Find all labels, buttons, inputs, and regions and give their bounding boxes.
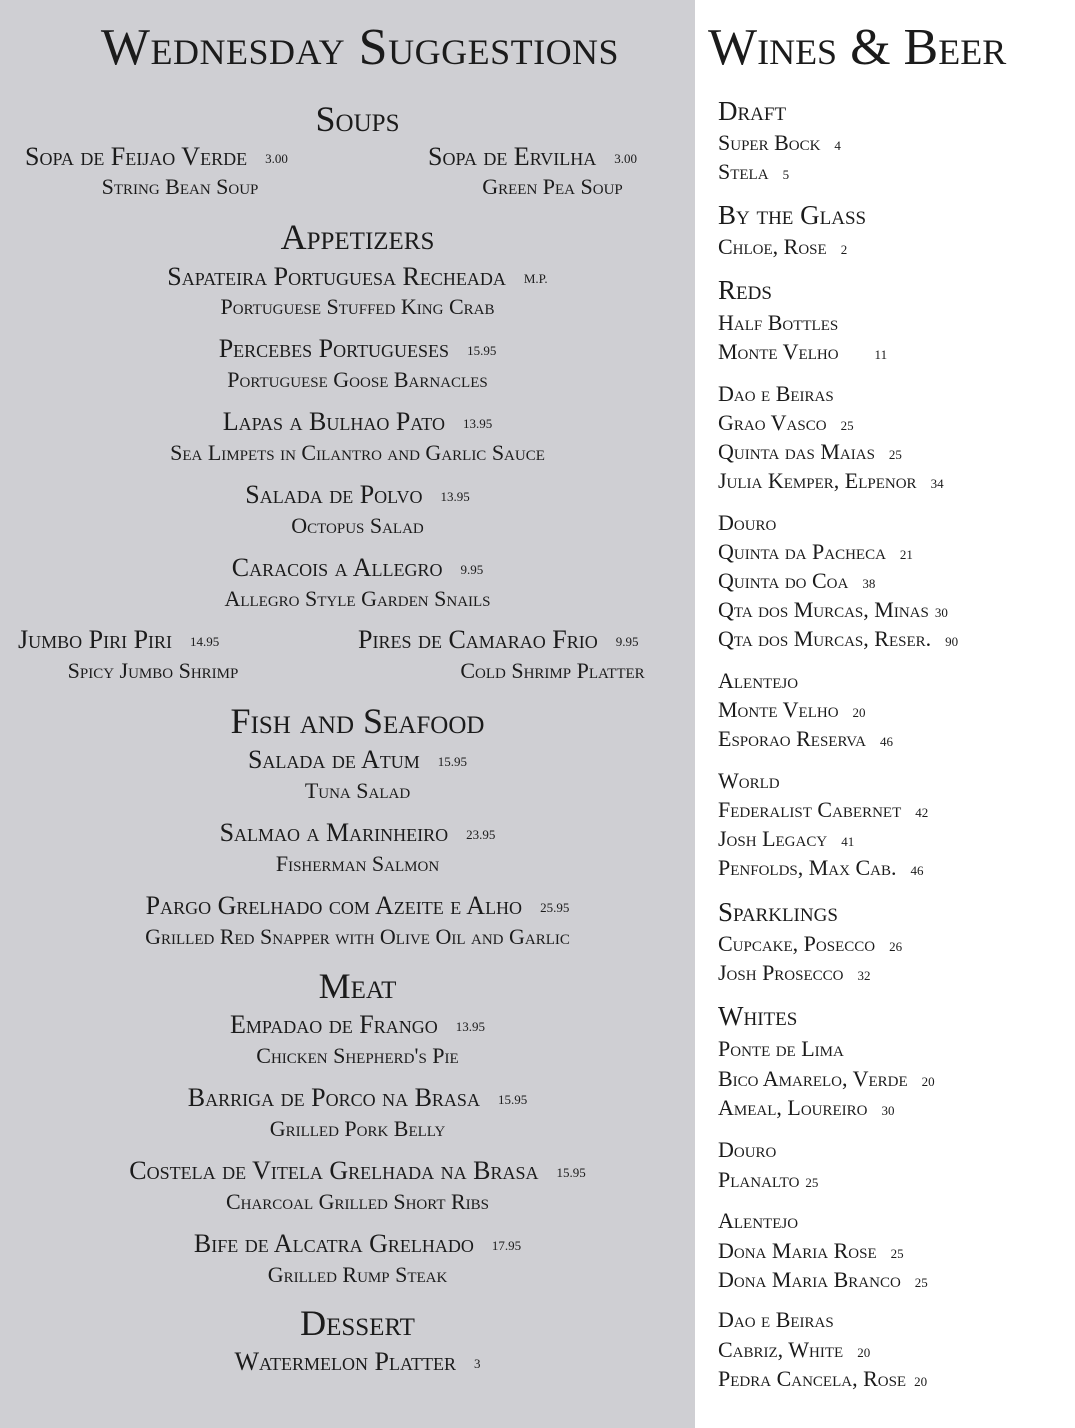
wine-name: Quinta da Pacheca — [718, 539, 886, 564]
dish-price: 23.95 — [466, 827, 496, 843]
wine-subcategory: Douro — [718, 510, 777, 535]
meat-heading: Meat — [318, 966, 397, 1006]
dish-price: 13.95 — [440, 489, 470, 505]
wine-name: Penfolds, Max Cab. — [718, 855, 897, 880]
dish-name: Lapas a Bulhao Pato — [222, 407, 445, 436]
wine-price: 11 — [874, 347, 888, 362]
wine-name: Monte Velho — [718, 339, 839, 364]
wine-item — [718, 826, 854, 852]
wine-price: 46 — [910, 863, 924, 878]
wine-price: 5 — [782, 167, 790, 182]
dish-price: 15.95 — [497, 1092, 528, 1108]
fish-heading: Fish and Seafood — [230, 701, 485, 741]
dish-name: Sopa de Ervilha — [428, 142, 597, 171]
wine-item — [718, 159, 789, 185]
wine-price: 46 — [880, 734, 894, 749]
wine-price: 20 — [857, 1345, 871, 1360]
wine-name: Dona Maria Branco — [718, 1267, 901, 1292]
wine-name: Pedra Cancela, Rose — [718, 1366, 907, 1391]
dish-translation: String Bean Soup — [101, 174, 259, 199]
dish-name: Percebes Portugueses — [218, 334, 450, 363]
wine-item — [718, 539, 913, 565]
wine-price: 25 — [890, 1246, 904, 1261]
wine-category: Sparklings — [718, 897, 838, 927]
wine-price: 30 — [881, 1103, 895, 1118]
menu-item — [25, 142, 288, 172]
menu-item — [0, 1229, 715, 1261]
dish-translation: Chicken Shepherd's Pie — [256, 1043, 459, 1068]
wine-item — [718, 931, 902, 957]
wine-price: 32 — [857, 968, 871, 983]
wine-price: 25 — [888, 447, 902, 462]
wine-item — [718, 439, 902, 465]
wine-name: Cabriz, White — [718, 1337, 844, 1362]
menu-item — [0, 334, 715, 366]
wine-subcategory: Ponte de Lima — [718, 1036, 844, 1061]
dish-translation: Portuguese Goose Barnacles — [227, 367, 488, 392]
dish-price: M.P. — [523, 271, 548, 287]
dish-price: 9.95 — [460, 562, 484, 578]
wine-name: Bico Amarelo, Verde — [718, 1066, 908, 1091]
dish-name: Salada de Atum — [247, 745, 420, 774]
dish-translation: Portuguese Stuffed King Crab — [220, 294, 495, 319]
wine-item — [718, 234, 847, 260]
menu-item — [358, 625, 639, 655]
wine-subcategory: Alentejo — [718, 668, 799, 693]
wine-name: Quinta das Maias — [718, 439, 875, 464]
dish-translation: Spicy Jumbo Shrimp — [67, 658, 239, 683]
dish-translation: Grilled Red Snapper with Olive Oil and Garlic — [145, 924, 570, 949]
wine-price: 34 — [930, 476, 944, 491]
wine-name: Qta dos Murcas, Minas — [718, 597, 929, 622]
dish-price: 3.00 — [265, 151, 288, 167]
dish-name: Costela de Vitela Grelhada na Brasa — [129, 1156, 539, 1185]
wine-name: Qta dos Murcas, Reser. — [718, 626, 932, 651]
wine-category: Draft — [718, 96, 787, 126]
wine-price: 38 — [862, 576, 876, 591]
dish-name: Salada de Polvo — [245, 480, 423, 509]
wine-item — [718, 339, 887, 365]
dish-translation: Charcoal Grilled Short Ribs — [225, 1189, 490, 1214]
wine-name: Josh Prosecco — [718, 960, 844, 985]
dish-name: Sapateira Portuguesa Recheada — [167, 262, 506, 291]
wine-category: Reds — [718, 275, 772, 305]
wine-name: Stela — [718, 159, 769, 184]
menu-item — [428, 142, 637, 172]
menu-item — [0, 553, 715, 585]
wine-item — [718, 855, 923, 881]
wine-price: 4 — [834, 138, 841, 153]
dish-translation: Grilled Pork Belly — [269, 1116, 446, 1141]
wine-name: Josh Legacy — [718, 826, 828, 851]
wine-name: Dona Maria Rose — [718, 1238, 877, 1263]
page-title: Wednesday Suggestions — [100, 19, 620, 76]
dish-price: 15.95 — [437, 754, 468, 770]
dish-translation: Cold Shrimp Platter — [460, 658, 645, 683]
wine-name: Super Bock — [718, 130, 821, 155]
wine-subcategory: Alentejo — [718, 1208, 799, 1233]
wine-name: Chloe, Rose — [718, 234, 827, 259]
wine-item — [718, 410, 854, 436]
wine-price: 25 — [914, 1275, 928, 1290]
wine-item — [718, 1066, 935, 1092]
wine-price: 20 — [921, 1074, 935, 1089]
dish-translation: Green Pea Soup — [482, 174, 623, 199]
dish-price: 25.95 — [540, 900, 570, 916]
dish-name: Caracois a Allegro — [231, 553, 443, 582]
wine-price: 21 — [899, 547, 913, 562]
wine-item — [718, 1167, 818, 1193]
wine-category: By the Glass — [718, 200, 867, 230]
dish-translation: Fisherman Salmon — [275, 851, 440, 876]
wine-item — [718, 1095, 895, 1121]
wine-price: 20 — [852, 705, 866, 720]
wine-item — [718, 697, 866, 723]
dish-price: 17.95 — [491, 1238, 522, 1254]
wine-item — [718, 1337, 870, 1363]
wine-name: Esporao Reserva — [718, 726, 867, 751]
appetizers-heading: Appetizers — [280, 217, 435, 257]
wine-subcategory: Douro — [718, 1137, 777, 1162]
wine-price: 42 — [915, 805, 929, 820]
menu-item — [0, 891, 715, 923]
dessert-heading: Dessert — [300, 1303, 415, 1343]
wines-title: Wines & Beer — [708, 19, 1007, 76]
wine-price: 25 — [805, 1175, 819, 1190]
wine-item — [718, 1267, 928, 1293]
wine-name: Quinta do Coa — [718, 568, 849, 593]
dish-name: Sopa de Feijao Verde — [25, 142, 248, 171]
wine-item — [718, 468, 944, 494]
wine-item — [718, 1238, 904, 1264]
wine-price: 25 — [840, 418, 854, 433]
wine-subcategory: Dao e Beiras — [718, 381, 834, 406]
wine-name: Julia Kemper, Elpenor — [718, 468, 917, 493]
wine-price: 26 — [889, 939, 903, 954]
wine-price: 41 — [841, 834, 855, 849]
menu-item — [0, 818, 715, 850]
dish-name: Watermelon Platter — [234, 1347, 456, 1376]
dish-translation: Grilled Rump Steak — [267, 1262, 448, 1287]
wine-item — [718, 626, 958, 652]
dish-name: Salmao a Marinheiro — [219, 818, 449, 847]
menu-item — [0, 1083, 715, 1115]
menu-item — [0, 262, 715, 294]
dish-translation: Tuna Salad — [304, 778, 411, 803]
wine-name: Federalist Cabernet — [718, 797, 902, 822]
dish-price: 3 — [473, 1356, 481, 1372]
dish-name: Pires de Camarao Frio — [358, 625, 598, 654]
wine-item — [718, 568, 875, 594]
dish-translation: Sea Limpets in Cilantro and Garlic Sauce — [170, 440, 545, 465]
wine-item — [718, 1366, 927, 1392]
menu-item — [0, 407, 715, 439]
dish-price: 15.95 — [556, 1165, 586, 1181]
menu-item — [18, 625, 219, 655]
wine-item — [718, 797, 928, 823]
dish-name: Bife de Alcatra Grelhado — [193, 1229, 474, 1258]
wine-name: Ameal, Loureiro — [718, 1095, 868, 1120]
dish-price: 15.95 — [467, 343, 497, 359]
menu-item — [0, 1010, 715, 1042]
wine-category: Whites — [718, 1001, 798, 1031]
dish-translation: Allegro Style Garden Snails — [224, 586, 491, 611]
dish-price: 14.95 — [190, 634, 220, 650]
dish-name: Empadao de Frango — [230, 1010, 438, 1039]
wine-item — [718, 130, 841, 156]
wine-subcategory: Half Bottles — [718, 310, 839, 335]
dish-price: 9.95 — [615, 634, 639, 650]
dish-price: 13.95 — [462, 416, 493, 432]
wine-name: Grao Vasco — [718, 410, 827, 435]
dish-price: 13.95 — [455, 1019, 485, 1035]
wine-name: Monte Velho — [718, 697, 839, 722]
wine-name: Cupcake, Posecco — [718, 931, 876, 956]
menu-item — [0, 745, 715, 777]
wine-price: 20 — [914, 1374, 928, 1389]
wine-price: 90 — [945, 634, 959, 649]
dish-name: Barriga de Porco na Brasa — [187, 1083, 480, 1112]
wine-subcategory: World — [718, 768, 780, 793]
wine-subcategory: Dao e Beiras — [718, 1307, 834, 1332]
wine-item — [718, 597, 948, 623]
wine-item — [718, 726, 893, 752]
wine-item — [718, 960, 871, 986]
wine-price: 30 — [934, 605, 948, 620]
dish-name: Pargo Grelhado com Azeite e Alho — [145, 891, 523, 920]
dish-translation: Octopus Salad — [291, 513, 424, 538]
dish-price: 3.00 — [614, 151, 637, 167]
menu-item — [0, 480, 715, 512]
dish-name: Jumbo Piri Piri — [18, 625, 173, 654]
wine-price: 2 — [840, 242, 848, 257]
menu-item — [0, 1156, 715, 1188]
menu-item — [0, 1347, 715, 1379]
wine-name: Planalto — [718, 1167, 800, 1192]
soups-heading: Soups — [315, 99, 400, 139]
